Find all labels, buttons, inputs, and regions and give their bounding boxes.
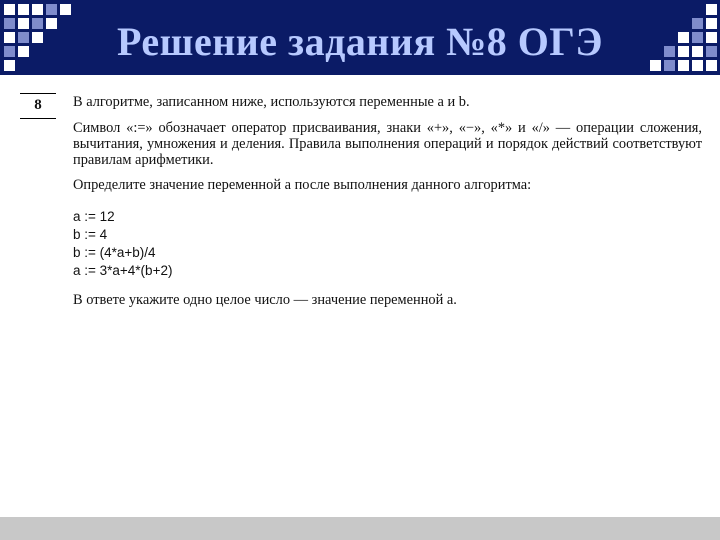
code-line: a := 12 xyxy=(73,209,115,224)
answer-prompt: В ответе укажите одно целое число — значение переменной a. xyxy=(73,292,457,308)
task-rules: Символ «:=» обозначает оператор присваивания, знаки «+», «−», «*» и «/» — операции сложения, вычитания, умножения и деления. Правила выполнения операций и порядок действий соответствуют правилам арифметики. xyxy=(73,120,702,168)
slide-title: Решение задания №8 ОГЭ xyxy=(117,19,603,64)
task-number: 8 xyxy=(20,93,56,119)
task-question: Определите значение переменной a после выполнения данного алгоритма: xyxy=(73,177,532,193)
slide-footer xyxy=(0,517,720,540)
code-line: b := (4*a+b)/4 xyxy=(73,245,156,260)
code-line: b := 4 xyxy=(73,227,108,242)
slide-header xyxy=(0,0,720,75)
code-line: a := 3*a+4*(b+2) xyxy=(73,263,173,278)
task-intro: В алгоритме, записанном ниже, используются переменные a и b. xyxy=(73,94,470,110)
